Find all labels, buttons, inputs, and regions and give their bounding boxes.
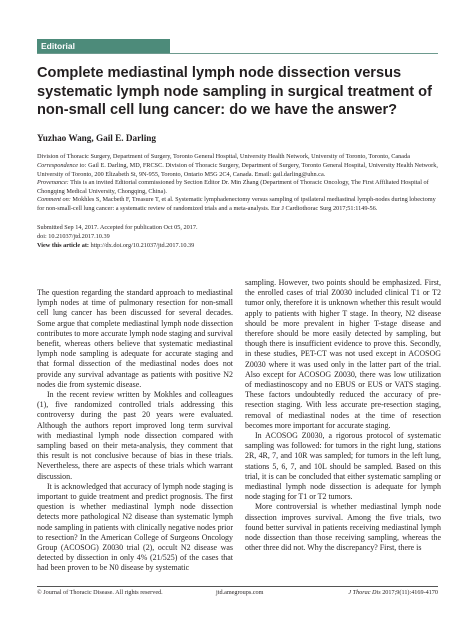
journal-site-link[interactable]: jtd.amegroups.com [216,589,264,596]
submission-dates: Submitted Sep 14, 2017. Accepted for publication Oct 05, 2017. [37,224,198,231]
citation-journal: J Thorac Dis [348,589,381,596]
provenance [37,179,441,196]
provenance-text: This is an invited Editorial commissioned by Section Editor Dr. Min Zhang (Department of Thoracic Oncology, The First Affiliated Hospital of Chongqing Medical University, Chongqing, China). [37,179,429,195]
correspondence-label: Correspondence to: [37,162,87,169]
comment-label: Comment on: [37,196,71,203]
paragraph: sampling. However, two points should be emphasized. First, the enrolled cases of trial Z0030 included clinical T1 or T2 tumor only, therefore it is unknown whether this result would apply to patients with higher T stage. In theory, N2 disease should be more prevalent in higher T-stage disease and therefore should be more easily detected by sampling, but though there is insufficient evidence to prove this. Secondly, in these studies, PET-CT was not used except in ACOSOG Z0030 where it was used only in the latter part of the trial. Also except for ACOSOG Z0030, there was low utilization of mediastinoscopy and no EBUS or EUS or VATS staging. These factors undoubtedly reduced the accuracy of pre-resection staging. With less accurate pre-resection staging, removal of mediastinal nodes at the time of resection becomes more important for accurate staging. [245,278,441,430]
body-column-right [245,278,441,553]
comment-on [37,196,441,213]
paragraph: It is acknowledged that accuracy of lymph node staging is important to guide treatment and predict prognosis. The first question is whether mediastinal lymph node dissection detects more pathological N2 disease than systematic lymph node sampling in patients with clinically negative nodes prior to resection? In the American College of Surgeons Oncology Group (ACOSOG) Z0030 trial (2), occult N2 disease was detected by dissection in only 4% (21/525) of the cases that had been proven to be N0 disease by systematic [37,481,233,573]
view-label: View this article at: [37,242,90,249]
paragraph: In ACOSOG Z0030, a rigorous protocol of systematic sampling was followed: for tumors in the right lung, stations 2R, 4R, 7, and 10R was sampled; for tumors in the left lung, stations 5, 6, 7, and 10L should be sampled. Based on this trial, it is can be concluded that either systematic sampling or mediastinal lymph node dissection is adequate for lymph node staging for T1 or T2 tumors. [245,431,441,502]
citation [348,589,438,597]
body-column-left [37,288,233,574]
citation-volume: 2017;9(11):4169-4170 [380,589,438,596]
author-list: Yuzhao Wang, Gail E. Darling [37,133,156,143]
paragraph: In the recent review written by Mokhles and colleagues (1), five randomized controlled trials addressing this controversy during the past 20 years were evaluated. Although the authors report improved long term survival with mediastinal lymph node dissection compared with sampling based on their meta-analysis, they comment that this result is not conclusive because of bias in these trials. Nevertheless, there are aspects of these trials which warrant discussion. [37,390,233,481]
header-rule [37,53,438,54]
section-label: Editorial [37,39,170,53]
doi: doi: 10.21037/jtd.2017.10.39 [37,233,110,240]
copyright: © Journal of Thoracic Disease. All rights reserved. [37,589,163,596]
affiliation: Division of Thoracic Surgery, Department of Surgery, Toronto General Hospital, University Health Network, University of Toronto, Toronto, Canada [37,153,410,160]
comment-text: Mokhles S, Macbeth F, Treasure T, et al. Systematic lymphadenectomy versus sampling of ipsilateral mediastinal lymph-nodes during lobectomy for non-small-cell lung cancer: a systematic review of randomized trials and a meta-analysis. Eur J Cardiothorac Surg 2017;51:1149-56. [37,196,436,212]
provenance-label: Provenance: [37,179,69,186]
footer-rule [37,586,438,587]
paragraph: The question regarding the standard approach to mediastinal lymph nodes at time of pulmonary resection for non-small cell lung cancer has been discussed for several decades. Some argue that complete mediastinal lymph node dissection contributes to more accurate lymph node staging and survival benefit, whereas others believe that systematic mediastinal lymph node sampling is adequate for accurate staging and that formal dissection of the mediastinal nodes does not provide any survival advantage as patients with positive N2 nodes die from systemic disease. [37,288,233,389]
article-title: Complete mediastinal lymph node dissection versus systematic lymph node sampling in surgical treatment of non-small cell lung cancer: do we have the answer? [37,65,432,118]
correspondence-text: Gail E. Darling, MD, FRCSC. Division of Thoracic Surgery, Department of Surgery, Toronto General Hospital, University Health Network, University of Toronto, 200 Elizabeth St, 9N-955, Toronto, Ontario M5G 2C4, Canada. Email: gail.darling@uhn.ca. [37,162,438,178]
paragraph: More controversial is whether mediastinal lymph node dissection improves survival. Among the five trials, two found better survival in patients receiving mediastinal lymph node dissection than those receiving sampling, whereas the other three did not. Why the discrepancy? First, there is [245,502,441,553]
view-article-line [37,242,441,251]
view-article-link[interactable]: http://dx.doi.org/10.21037/jtd.2017.10.39 [89,242,195,249]
correspondence [37,162,441,179]
